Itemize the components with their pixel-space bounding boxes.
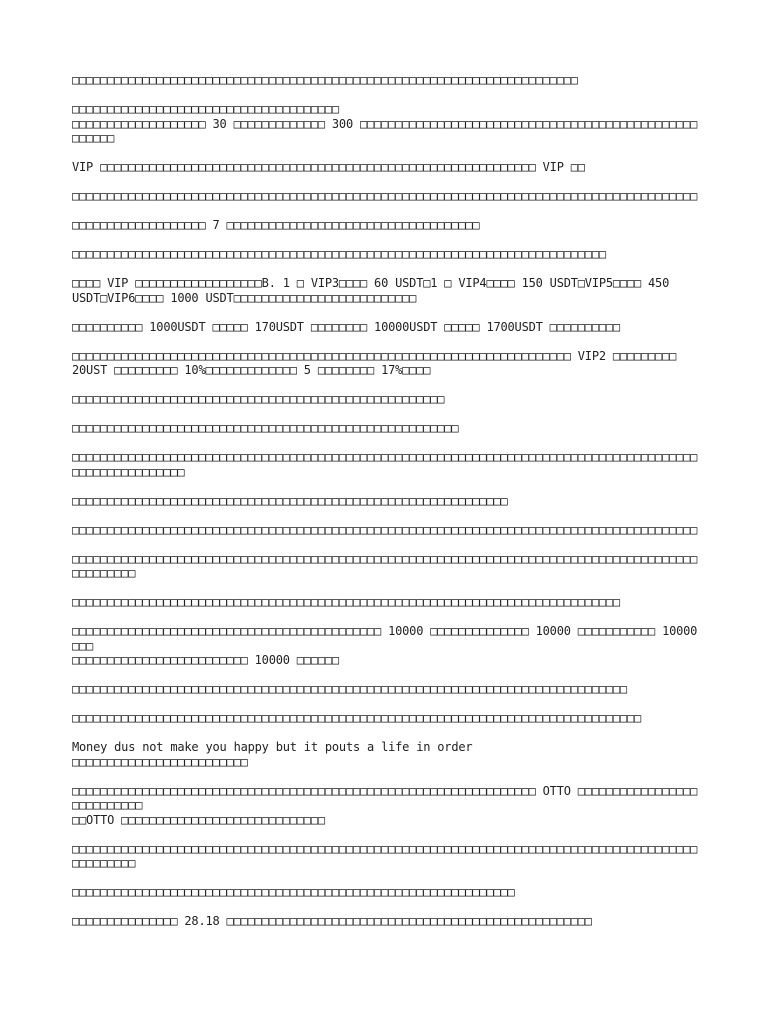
paragraph-16: □□□□□□□□□□□□□□□□□□□□□□□□□□□□□□□□□□□□□□□□□□□□□□□□□□□□□□□□□□□□□□□□□□□□□□□□□□□□□□ xyxy=(72,595,620,609)
paragraph-3: VIP □□□□□□□□□□□□□□□□□□□□□□□□□□□□□□□□□□□□□□□□□□□□□□□□□□□□□□□□□□□□□□ VIP □□ xyxy=(72,160,585,174)
paragraph-10: □□□□□□□□□□□□□□□□□□□□□□□□□□□□□□□□□□□□□□□□□□□□□□□□□□□□□ xyxy=(72,392,445,406)
paragraph-20: Money dus not make you happy but it pouts a life in order □□□□□□□□□□□□□□□□□□□□□□□□□ xyxy=(72,740,473,769)
paragraph-17: □□□□□□□□□□□□□□□□□□□□□□□□□□□□□□□□□□□□□□□□□□□□ 10000 □□□□□□□□□□□□□□ 10000 □□□□□□□□□□□ 10000 □□□ □□□□□□□□□□□□□□□□□□□□□□□□□ 10000 □□□□□□ xyxy=(72,624,698,667)
paragraph-18: □□□□□□□□□□□□□□□□□□□□□□□□□□□□□□□□□□□□□□□□□□□□□□□□□□□□□□□□□□□□□□□□□□□□□□□□□□□□□□□ xyxy=(72,682,627,696)
paragraph-2: □□□□□□□□□□□□□□□□□□□□□□□□□□□□□□□□□□□□□□ □□□□□□□□□□□□□□□□□□□ 30 □□□□□□□□□□□□□ 300 □□□□□□□□□□□□□□□□□□□□□□□□□□□□□□□□□□□□□□□□□□□□□□□□□□□□□□ xyxy=(72,102,698,145)
paragraph-4: □□□□□□□□□□□□□□□□□□□□□□□□□□□□□□□□□□□□□□□□□□□□□□□□□□□□□□□□□□□□□□□□□□□□□□□□□□□□□□□□□□□□□□□□□ xyxy=(72,189,698,203)
paragraph-7: □□□□ VIP □□□□□□□□□□□□□□□□□□B. 1 □ VIP3□□□□ 60 USDT□1 □ VIP4□□□□ 150 USDT□VIP5□□□□ 450 USDT□VIP6□□□□ 1000 USDT□□□□□□□□□□□□□□□□□□□□□□□□□□ xyxy=(72,276,670,305)
paragraph-11: □□□□□□□□□□□□□□□□□□□□□□□□□□□□□□□□□□□□□□□□□□□□□□□□□□□□□□□ xyxy=(72,421,459,435)
paragraph-24: □□□□□□□□□□□□□□□ 28.18 □□□□□□□□□□□□□□□□□□□□□□□□□□□□□□□□□□□□□□□□□□□□□□□□□□□□ xyxy=(72,914,592,928)
paragraph-21: □□□□□□□□□□□□□□□□□□□□□□□□□□□□□□□□□□□□□□□□□□□□□□□□□□□□□□□□□□□□□□□□□□ OTTO □□□□□□□□□□□□□□□□□□□□□□□□□□□ □□OTTO □□□□□□□□□□□□□□□□□□□□□□□□□□□□□ xyxy=(72,783,698,827)
paragraph-9: □□□□□□□□□□□□□□□□□□□□□□□□□□□□□□□□□□□□□□□□□□□□□□□□□□□□□□□□□□□□□□□□□□□□□□□ VIP2 □□□□□□□□□ 20UST □□□□□□□□□ 10%□□□□□□□□□□□□□ 5 □□□□□□□□ 17%□□□□ xyxy=(72,348,677,377)
paragraph-8: □□□□□□□□□□ 1000USDT □□□□□ 170USDT □□□□□□□□ 10000USDT □□□□□ 1700USDT □□□□□□□□□□ xyxy=(72,319,620,334)
paragraph-1: □□□□□□□□□□□□□□□□□□□□□□□□□□□□□□□□□□□□□□□□□□□□□□□□□□□□□□□□□□□□□□□□□□□□□□□□ xyxy=(72,73,578,87)
paragraph-19: □□□□□□□□□□□□□□□□□□□□□□□□□□□□□□□□□□□□□□□□□□□□□□□□□□□□□□□□□□□□□□□□□□□□□□□□□□□□□□□□□ xyxy=(72,711,641,725)
paragraph-6: □□□□□□□□□□□□□□□□□□□□□□□□□□□□□□□□□□□□□□□□□□□□□□□□□□□□□□□□□□□□□□□□□□□□□□□□□□□□ xyxy=(72,247,606,261)
paragraph-12: □□□□□□□□□□□□□□□□□□□□□□□□□□□□□□□□□□□□□□□□□□□□□□□□□□□□□□□□□□□□□□□□□□□□□□□□□□□□□□□□□□□□□□□□□□□□□□□□□□□□□□□□□ xyxy=(72,450,698,479)
paragraph-13: □□□□□□□□□□□□□□□□□□□□□□□□□□□□□□□□□□□□□□□□□□□□□□□□□□□□□□□□□□□□□□ xyxy=(72,493,508,508)
paragraph-14: □□□□□□□□□□□□□□□□□□□□□□□□□□□□□□□□□□□□□□□□□□□□□□□□□□□□□□□□□□□□□□□□□□□□□□□□□□□□□□□□□□□□□□□□□ xyxy=(72,522,698,537)
paragraph-23: □□□□□□□□□□□□□□□□□□□□□□□□□□□□□□□□□□□□□□□□□□□□□□□□□□□□□□□□□□□□□□□ xyxy=(72,885,515,899)
document-body xyxy=(72,73,698,943)
paragraph-22: □□□□□□□□□□□□□□□□□□□□□□□□□□□□□□□□□□□□□□□□□□□□□□□□□□□□□□□□□□□□□□□□□□□□□□□□□□□□□□□□□□□□□□□□□□□□□□□□□□ xyxy=(72,841,698,870)
paragraph-5: □□□□□□□□□□□□□□□□□□□ 7 □□□□□□□□□□□□□□□□□□□□□□□□□□□□□□□□□□□□ xyxy=(72,218,480,232)
paragraph-15: □□□□□□□□□□□□□□□□□□□□□□□□□□□□□□□□□□□□□□□□□□□□□□□□□□□□□□□□□□□□□□□□□□□□□□□□□□□□□□□□□□□□□□□□□□□□□□□□□□ xyxy=(72,551,698,580)
